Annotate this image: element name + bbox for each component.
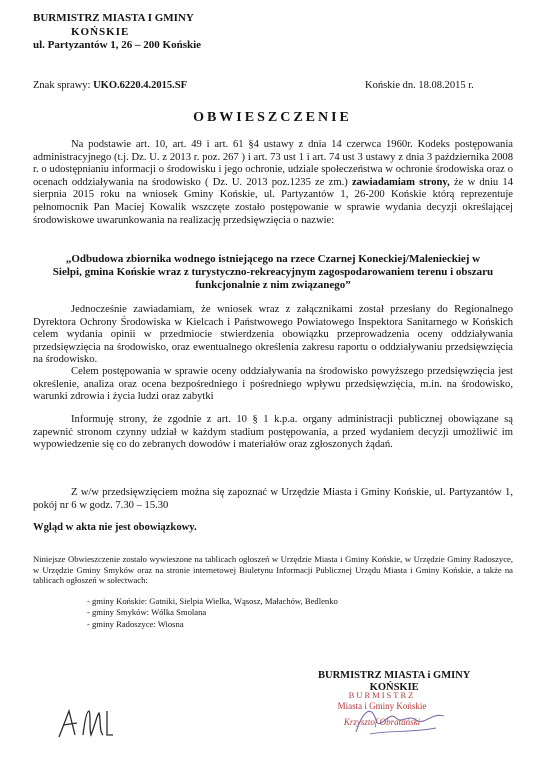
- village-item: - gminy Smyków: Wólka Smolana: [87, 607, 207, 618]
- paragraph-party-rights-text: Informuję strony, że zgodnie z art. 10 § 1 k.p.a. organy administracji publicznej obowiązane są zapewnić stronom czynny udział w każdym stadium postępowania, a przed wydaniem decyzji umożliwić im wypowiedzenie się co do zebranych dowodów i materiałów oraz zgłoszonych żądań.: [33, 414, 513, 451]
- document-date: Końskie dn. 18.08.2015 r.: [365, 80, 474, 91]
- village-item: - gminy Końskie: Gatniki, Sielpia Wielka, Wąsosz, Małachów, Bedlenko: [87, 596, 338, 606]
- handwritten-signature-mayor: [350, 700, 450, 740]
- village-item: - gminy Radoszyce: Wiosna: [87, 618, 184, 629]
- publication-note: Niniejsze Obwieszczenie zostało wywieszone na tablicach ogłoszeń w Urzędzie Miasta i Gminy Końskie, w Urzędzie Gminy Radoszyce, w Urzędzie Gminy Smyków oraz na stronie internetowej Biuletynu Informacji Publicznej Urzędu Miasta i Gminy Końskie, a także na tablicach ogłoszeń w sołectwach:: [33, 554, 513, 586]
- paragraph-forwarding: [33, 304, 513, 367]
- villages-list: [33, 596, 338, 630]
- project-name: „Odbudowa zbiornika wodnego istniejącego na rzece Czarnej Koneckiej/Malenieckiej w Sielpi, gmina Końskie wraz z turystyczno-rekreacyjnym zagospodarowaniem terenu i obszaru funkcjonalnie z nim związanego”: [52, 253, 494, 291]
- paragraph-purpose-text: Celem postępowania w sprawie oceny oddziaływania na środowisko powyższego przedsięwzięcia jest określenie, analiza oraz ocena bezpośredniego i pośredniego wpływu przedsięwzięcia, m.in. na środowisko, warunki zdrowia i życia ludzi oraz zabytki: [33, 366, 513, 403]
- paragraph-legal-basis-bold: zawiadamiam strony,: [351, 176, 450, 188]
- signature-line-office: BURMISTRZ MIASTA i GMINY: [318, 670, 471, 681]
- stamp-line-name: Krzysztof Obratański: [343, 717, 421, 727]
- signature-line-town: KOŃSKIE: [369, 682, 419, 693]
- document-title: OBWIESZCZENIE: [193, 110, 352, 125]
- inspection-note: Wgląd w akta nie jest obowiązkowy.: [33, 522, 197, 533]
- sender-line-office: BURMISTRZ MIASTA I GMINY: [33, 12, 194, 24]
- stamp-line-title: BURMISTRZ: [348, 690, 416, 700]
- sender-header: [33, 12, 201, 53]
- stamp-line-office: Miasta i Gminy Końskie: [337, 701, 427, 711]
- sender-line-town: KOŃSKIE: [71, 25, 130, 38]
- paragraph-legal-basis-b: że w dniu 14 sierpnia 2015 roku na wniosek Gminy Końskie, ul. Partyzantów 1, 26-200 Końskie którą reprezentuje pełnomocnik Pan Maciej Kowalik wszczęte zostało postępowanie w sprawie wydania decyzji określającej środowiskowe uwarunkowania na realizację przedsięwzięcia o nazwie:: [33, 176, 513, 226]
- case-reference-number: UKO.6220.4.2015.SF: [93, 80, 187, 91]
- paragraph-legal-basis-a: Na podstawie art. 10, art. 49 i art. 61 §4 ustawy z dnia 14 czerwca 1960r. Kodeks postępowania administracyjnego (t.j. Dz. U. z 2013 r. poz. 267 ) i art. 73 ust 1 i art. 74 ust 3 ustawy z dnia 3 października 2008 r. o udostępnianiu informacji o środowisku i jego ochronie, udziale społeczeństwa w ochronie środowiska oraz o ocenach oddziaływania na środowisko ( Dz. U. 2013 poz.1235 ze zm.): [33, 139, 513, 188]
- case-reference-label: Znak sprawy:: [33, 80, 91, 91]
- case-reference: [33, 80, 187, 91]
- paragraph-legal-basis: [33, 139, 513, 227]
- paragraph-purpose: [33, 366, 513, 404]
- paragraph-access: [33, 487, 513, 512]
- handwritten-initials: [55, 705, 117, 743]
- sender-line-address: ul. Partyzantów 1, 26 – 200 Końskie: [33, 39, 202, 51]
- paragraph-party-rights: [33, 414, 513, 452]
- paragraph-forwarding-text: Jednocześnie zawiadamiam, że wniosek wraz z załącznikami został przesłany do Regionalnego Dyrektora Ochrony Środowiska w Kielcach i Państwowego Powiatowego Inspektora Sanitarnego w Końskich celem wydania opinii w przedmiocie stwierdzenia obowiązku przeprowadzenia oceny oddziaływania przedsięwzięcia na środowisko, oraz ewentualnego określenia zakresu raportu o oddziaływaniu przedsięwzięcia na środowisko.: [33, 304, 513, 366]
- paragraph-access-text: Z w/w przedsięwzięciem można się zapoznać w Urzędzie Miasta i Gminy Końskie, ul. Partyzantów 1, pokój nr 6 w godz. 7.30 – 15.30: [33, 487, 513, 511]
